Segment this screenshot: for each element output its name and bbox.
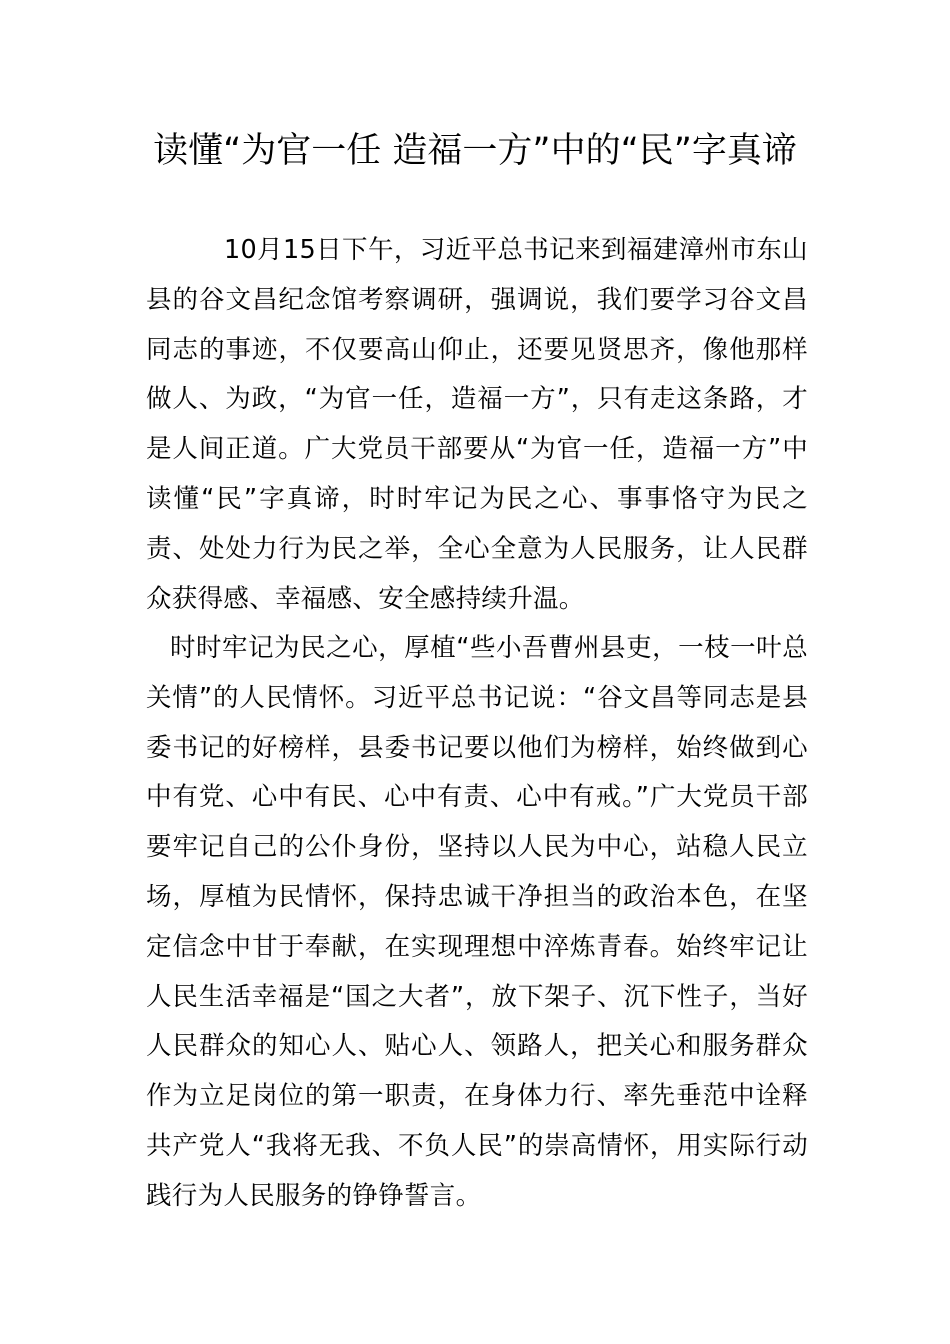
document-title: 读懂“为官一任 造福一方”中的“民”字真谛 bbox=[153, 131, 797, 171]
paragraph-1: 10月15日下午，习近平总书记来到福建漳州市东山县的谷文昌纪念馆考察调研，强调说，我们要学习谷文昌同志的事迹，不仅要高山仰止，还要见贤思齐，像他那样做人、为政，“为官一任，造福一方”，只有走这条路，才是人间正道。广大党员干部要从“为官一任，造福一方”中读懂“民”字真谛，时时牢记为民之心、事事恪守为民之责、处处力行为民之举，全心全意为人民服务，让人民群众获得感、幸福感、安全感持续升温。 bbox=[146, 235, 808, 614]
paragraph-2: 时时牢记为民之心，厚植“些小吾曹州县吏，一枝一叶总关情”的人民情怀。习近平总书记说：“谷文昌等同志是县委书记的好榜样，县委书记要以他们为榜样，始终做到心中有党、心中有民、心中有责、心中有戒。”广大党员干部要牢记自己的公仆身份，坚持以人民为中心，站稳人民立场，厚植为民情怀，保持忠诚干净担当的政治本色，在坚定信念中甘于奉献，在实现理想中淬炼青春。始终牢记让人民生活幸福是“国之大者”，放下架子、沉下性子，当好人民群众的知心人、贴心人、领路人，把关心和服务群众作为立足岗位的第一职责，在身体力行、率先垂范中诠释共产党人“我将无我、不负人民”的崇高情怀，用实际行动践行为人民服务的铮铮誓言。 bbox=[146, 633, 808, 1211]
